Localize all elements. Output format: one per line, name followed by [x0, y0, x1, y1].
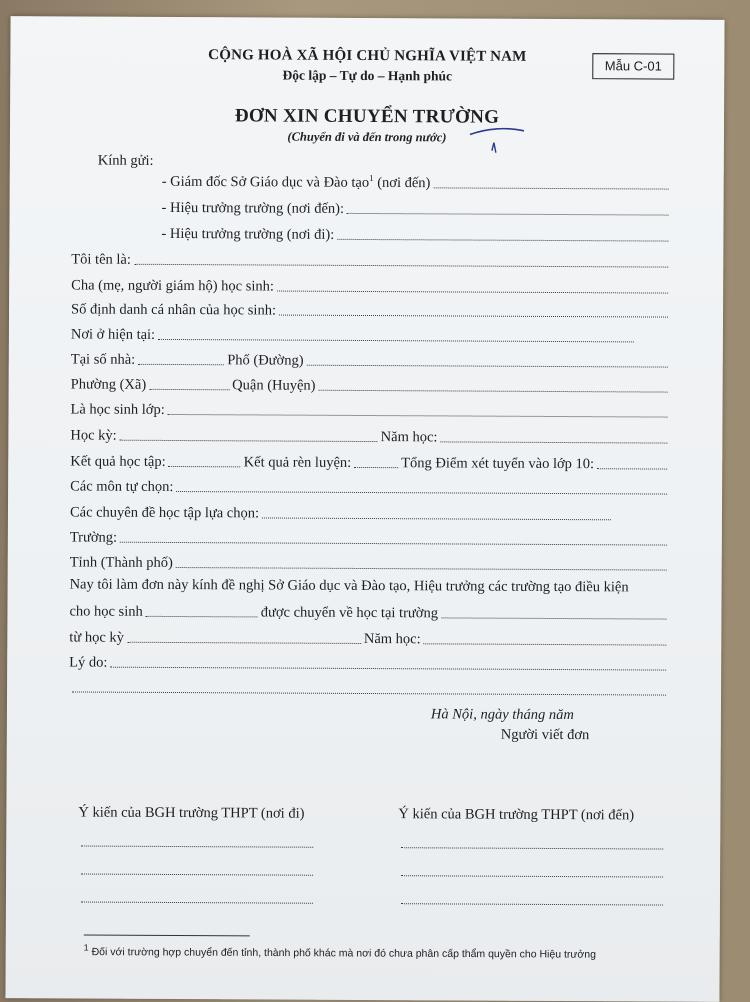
opinion-right-field-1[interactable]	[401, 847, 663, 849]
school-row	[70, 526, 670, 549]
guardian-label: Cha (mẹ, người giám hộ) học sinh:	[71, 277, 275, 295]
address-row	[71, 348, 671, 371]
grade-field[interactable]	[168, 414, 668, 418]
addressee-2-line[interactable]	[347, 213, 669, 216]
addressee-row-2	[162, 197, 672, 220]
grade-row	[70, 398, 670, 421]
student-id-label: Số định danh cá nhân của học sinh:	[70, 301, 277, 319]
semester-label: Học kỳ:	[70, 427, 117, 444]
residence-row	[71, 323, 637, 346]
addressee-2-label: - Hiệu trưởng trường (nơi đến):	[161, 199, 345, 217]
request-semester-field[interactable]	[127, 642, 361, 644]
opinion-right-field-3[interactable]	[401, 903, 663, 905]
opinion-left-field-1[interactable]	[81, 846, 313, 848]
place-date: Hà Nội, ngày tháng năm	[430, 706, 574, 724]
conduct-result-label: Kết quả rèn luyện:	[243, 454, 352, 471]
form-subtitle: (Chuyển đi và đến trong nước)	[287, 129, 447, 145]
academic-result-label: Kết quả học tập:	[70, 453, 166, 470]
request-row-2	[69, 600, 669, 623]
topics-field[interactable]	[262, 517, 611, 520]
national-title: CỘNG HOÀ XÃ HỘI CHỦ NGHĨA VIỆT NAM	[208, 47, 527, 65]
opinion-right-line-3	[398, 888, 666, 909]
signer-label: Người viết đơn	[500, 726, 590, 744]
guardian-row	[71, 274, 671, 297]
name-label: Tôi tên là:	[71, 251, 131, 268]
addressee-1-line[interactable]	[433, 187, 668, 189]
footnote: $^1$ Đối với trường hợp chuyển đến tỉnh, thành phố khác mà nơi đó chưa phân cấp thẩm quyền cho Hiệu trưởng	[83, 942, 597, 961]
name-row	[71, 248, 671, 271]
house-no-field[interactable]	[138, 364, 224, 365]
electives-field[interactable]	[176, 491, 667, 495]
opinion-right-field-2[interactable]	[401, 875, 663, 877]
province-label: Tỉnh (Thành phố)	[69, 554, 173, 571]
request-student-label: cho học sinh	[69, 603, 143, 620]
total-score-label: Tổng Điểm xét tuyển vào lớp 10:	[401, 455, 595, 473]
house-no-label: Tại số nhà:	[70, 351, 136, 368]
reason-field-2[interactable]	[72, 691, 666, 695]
addressee-row-1	[162, 171, 672, 194]
national-motto: Độc lập – Tự do – Hạnh phúc	[282, 67, 453, 84]
request-semester-label: từ học kỳ	[69, 629, 124, 646]
request-year-label: Năm học:	[363, 630, 421, 648]
request-year-field[interactable]	[424, 643, 667, 645]
student-id-row	[71, 298, 671, 321]
addressee-3-label: - Hiệu trưởng trường (nơi đi):	[161, 225, 335, 243]
residence-field[interactable]	[158, 339, 634, 342]
request-school-field[interactable]	[441, 617, 666, 619]
topics-label: Các chuyên đề học tập lựa chọn:	[69, 504, 260, 522]
province-row	[70, 551, 670, 574]
opinion-left-line-2	[78, 859, 316, 880]
ward-field[interactable]	[149, 389, 229, 390]
semester-field[interactable]	[120, 440, 378, 442]
request-student-field[interactable]	[146, 616, 258, 618]
opinion-right-line-1	[398, 832, 666, 853]
footnote-divider	[84, 935, 250, 937]
total-score-field[interactable]	[597, 468, 667, 469]
opinion-left-field-2[interactable]	[81, 874, 313, 876]
street-label: Phố (Đường)	[227, 352, 304, 369]
topics-row	[70, 501, 614, 524]
conduct-result-field[interactable]	[354, 467, 398, 468]
reason-row	[69, 651, 669, 674]
form-title: ĐƠN XIN CHUYỂN TRƯỜNG	[234, 105, 500, 128]
opinion-left-line-3	[78, 887, 316, 908]
results-row	[70, 450, 670, 473]
addressee-row-3	[161, 223, 671, 246]
form-code-box: Mẫu C-01	[592, 53, 674, 79]
opinion-right-line-2	[398, 860, 666, 881]
electives-row	[70, 475, 670, 498]
street-field[interactable]	[307, 365, 668, 368]
school-field[interactable]	[120, 542, 667, 546]
salutation: Kính gửi:	[97, 152, 154, 169]
request-transfer-label: được chuyển về học tại trường	[260, 604, 439, 622]
semester-row	[70, 424, 670, 447]
school-year-label: Năm học:	[380, 429, 438, 446]
grade-label: Là học sinh lớp:	[70, 401, 165, 418]
residence-label: Nơi ở hiện tại:	[70, 326, 156, 343]
district-field[interactable]	[319, 390, 668, 393]
addressee-3-line[interactable]	[337, 239, 668, 242]
reason-row-2	[69, 676, 669, 699]
reason-label: Lý do:	[69, 654, 108, 671]
school-label: Trường:	[69, 529, 118, 546]
opinion-right-label: Ý kiến của BGH trường THPT (nơi đến)	[398, 806, 635, 824]
ward-row	[71, 373, 671, 396]
opinion-left-line-1	[78, 831, 316, 852]
academic-result-field[interactable]	[169, 466, 241, 467]
pen-mark-icon	[466, 123, 526, 163]
guardian-field[interactable]	[277, 291, 668, 294]
student-id-field[interactable]	[279, 315, 668, 318]
request-line-1: Nay tôi làm đơn này kính đề nghị Sở Giáo dục và Đào tạo, Hiệu trưởng các trường tạo điều kiện	[69, 576, 629, 596]
request-row-3	[69, 626, 669, 649]
addressee-1-label: - Giám đốc Sở Giáo dục và Đào tạo$^1$ (nơi đến)	[161, 173, 431, 192]
school-year-field[interactable]	[440, 441, 667, 443]
opinion-left-label: Ý kiến của BGH trường THPT (nơi đi)	[78, 804, 305, 822]
electives-label: Các môn tự chọn:	[70, 478, 174, 495]
province-field[interactable]	[176, 567, 667, 571]
opinion-left-field-3[interactable]	[81, 902, 313, 904]
district-label: Quận (Huyện)	[232, 377, 316, 394]
form-paper	[5, 16, 724, 1002]
reason-field[interactable]	[110, 667, 666, 671]
ward-label: Phường (Xã)	[70, 376, 147, 393]
name-field[interactable]	[134, 264, 668, 268]
